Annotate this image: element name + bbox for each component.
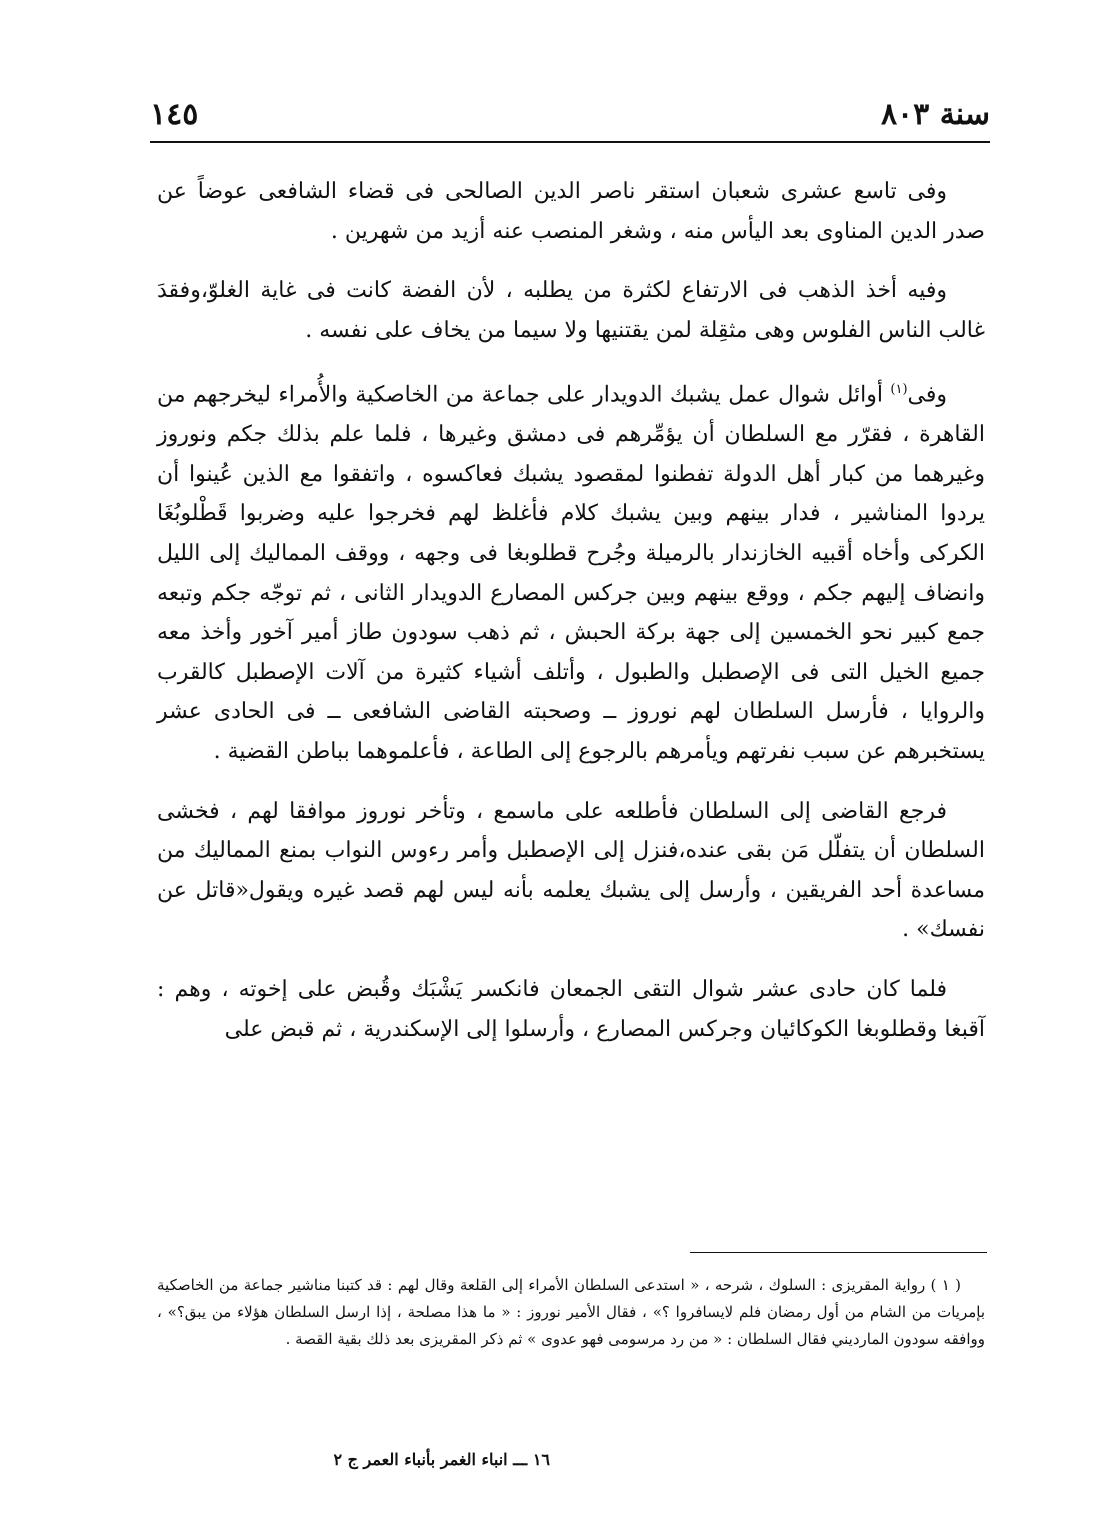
body-text (157, 172, 985, 1069)
paragraph-text: وفيه أخذ الذهب فى الارتفاع لكثرة من يطلبه ، لأن الفضة كانت فى غاية الغلوّ،وفقدَ غالب الناس الفلوس وهى مثقِلة لمن يقتنيها ولا سيما من يخاف على نفسه . (157, 278, 985, 343)
paragraph-1 (157, 172, 985, 251)
paragraph-2 (157, 271, 985, 350)
paragraph-text: فرجع القاضى إلى السلطان فأطلعه على ماسمع ، وتأخر نوروز موافقا لهم ، فخشى السلطان أن يتفلّل مَن بقى عنده،فنزل إلى الإصطبل وأمر رءوس النواب بمنع المماليك من مساعدة أحد الفريقين ، وأرسل إلى يشبك يعلمه بأنه ليس لهم قصد غيره ويقول«قاتل عن نفسك» . (157, 798, 985, 943)
paragraph-text: فلما كان حادى عشر شوال التقى الجمعان فانكسر يَشْبَك وقُبض على إخوته ، وهم : آقبغا وقطلوبغا الكوكائيان وجركس المصارع ، وأرسلوا إلى الإسكندرية ، ثم قبض على (157, 977, 985, 1042)
year-label: سنة ٨٠٣ (880, 96, 990, 132)
footnote: ( ١ ) رواية المقريزى : السلوك ، شرحه ، « استدعى السلطان الأمراء إلى القلعة وقال لهم : قد كتبنا مناشير جماعة من الخاصكية بإمريات من الشام من أول رمضان فلم لايسافروا ؟» ، فقال الأمير نوروز : « ما هذا مصلحة ، إذا ارسل السلطان هؤلاء من يبق؟» ، ووافقه سودون المارديني فقال السلطان : « من رد مرسومى فهو عدوى » ثم ذكر المقريزى بعد ذلك بقية القصة . (157, 1276, 985, 1348)
header-rule (150, 141, 990, 143)
footnote-marker[interactable]: (١) (890, 382, 908, 398)
paragraph-5 (157, 970, 985, 1049)
paragraph-text: أوائل شوال عمل يشبك الدويدار على جماعة من الخاصكية والأُمراء ليخرجهم من القاهرة ، فقرّر مع السلطان أن يؤمِّرهم فى دمشق وغيرها ، فلما علم بذلك جكم ونوروز وغيرهما من كبار أهل الدولة تفطنوا لمقصود يشبك فعاكسوه ، واتفقوا مع الذين عُينوا أن يردوا المناشير ، فدار بينهم وبين يشبك كلام فأغلظ لهم فخرجوا عليه وضربوا قَطْلوبُغَا الكركى وأخاه أقبيه الخازندار بالرميلة وجُرح قطلوبغا فى وجهه ، ووقف المماليك إلى الليل وانضاف إليهم جكم ، ووقع بينهم وبين جركس المصارع الدويدار الثانى ، ثم توجّه جكم وتبعه جمع كبير نحو الخمسين إلى جهة بركة الحبش ، ثم ذهب سودون طاز أمير آخور وأخذ معه جميع الخيل التى فى الإصطبل والطبول ، وأتلف أشياء كثيرة من آلات الإصطبل كالقرب والروايا ، فأرسل السلطان لهم نوروز ــ وصحبته القاضى الشافعى ــ فى الحادى عشر يستخبرهم عن سبب نفرتهم ويأمرهم بالرجوع إلى الطاعة ، فأعلموهما بباطن القضية . (157, 382, 985, 765)
paragraph-3 (157, 370, 985, 771)
paragraph-text: وفى تاسع عشرى شعبان استقر ناصر الدين الصالحى فى قضاء الشافعى عوضاً عن صدر الدين المناوى بعد اليأس منه ، وشغر المنصب عنه أزيد من شهرين . (157, 179, 985, 244)
paragraph-prefix: وفى (907, 382, 947, 408)
page-number: ١٤٥ (150, 96, 199, 132)
footnote-rule (690, 1252, 987, 1253)
page-header (150, 92, 990, 136)
paragraph-4 (157, 792, 985, 950)
book-signature: ١٦ ـــ انباء الغمر بأنباء العمر ج ٢ (333, 1450, 550, 1469)
